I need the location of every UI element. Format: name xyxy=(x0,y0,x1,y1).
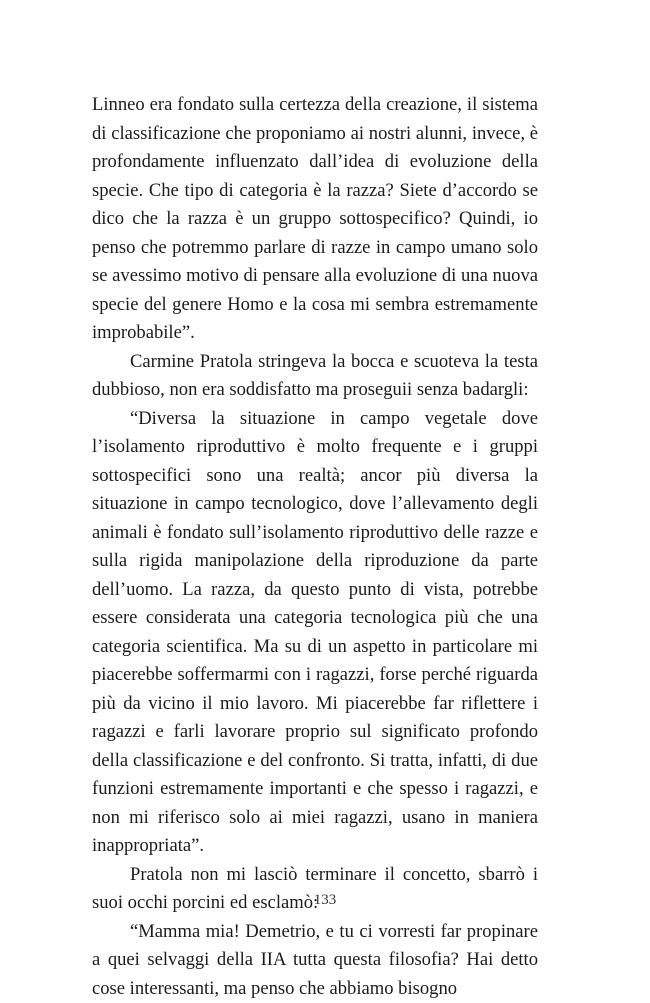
paragraph-continuation: Linneo era fondato sulla certezza della creazione, il sistema di classificazione che proponiamo ai nostri alunni, invece, è profondamente influenzato dall’idea di evoluzione della specie. Che tipo di categoria è la razza? Siete d’accordo se dico che la razza è un gruppo sottospecifico? Quindi, io penso che potremmo parlare di razze in campo umano solo se avessimo motivo di pensare alla evoluzione di una nuova specie del genere Homo e la cosa mi sembra estremamente improbabile”. xyxy=(92,91,538,348)
paragraph-pratola-reaction: Carmine Pratola stringeva la bocca e scuoteva la testa dubbioso, non era soddisfatto ma proseguii senza badargli: xyxy=(92,348,538,405)
page-number: 133 xyxy=(0,892,650,909)
paragraph-pratola-interrupts: Pratola non mi lasciò terminare il concetto, sbarrò i suoi occhi porcini ed esclamò: xyxy=(92,861,538,918)
body-text xyxy=(92,91,538,1003)
paragraph-demetrio-speech: “Diversa la situazione in campo vegetale dove l’isolamento riproduttivo è molto frequente e i gruppi sottospecifici sono una realtà; ancor più diversa la situazione in campo tecnologico, dove l’allevamento degli animali è fondato sull’isolamento riproduttivo delle razze e sulla rigida manipolazione della riproduzione da parte dell’uomo. La razza, da questo punto di vista, potrebbe essere considerata una categoria tecnologica più che una categoria scientifica. Ma su di un aspetto in particolare mi piacerebbe soffermarmi con i ragazzi, forse perché riguarda più da vicino il mio lavoro. Mi piacerebbe far riflettere i ragazzi e farli lavorare proprio sul significato profondo della classificazione e del confronto. Si tratta, infatti, di due funzioni estremamente importanti e che spesso i ragazzi, e non mi riferisco solo ai miei ragazzi, usano in maniera inappropriata”. xyxy=(92,405,538,861)
paragraph-pratola-exclaims: “Mamma mia! Demetrio, e tu ci vorresti far propinare a quei selvaggi della IIA tutta questa filosofia? Hai detto cose interessanti, ma penso che abbiamo bisogno xyxy=(92,918,538,1003)
